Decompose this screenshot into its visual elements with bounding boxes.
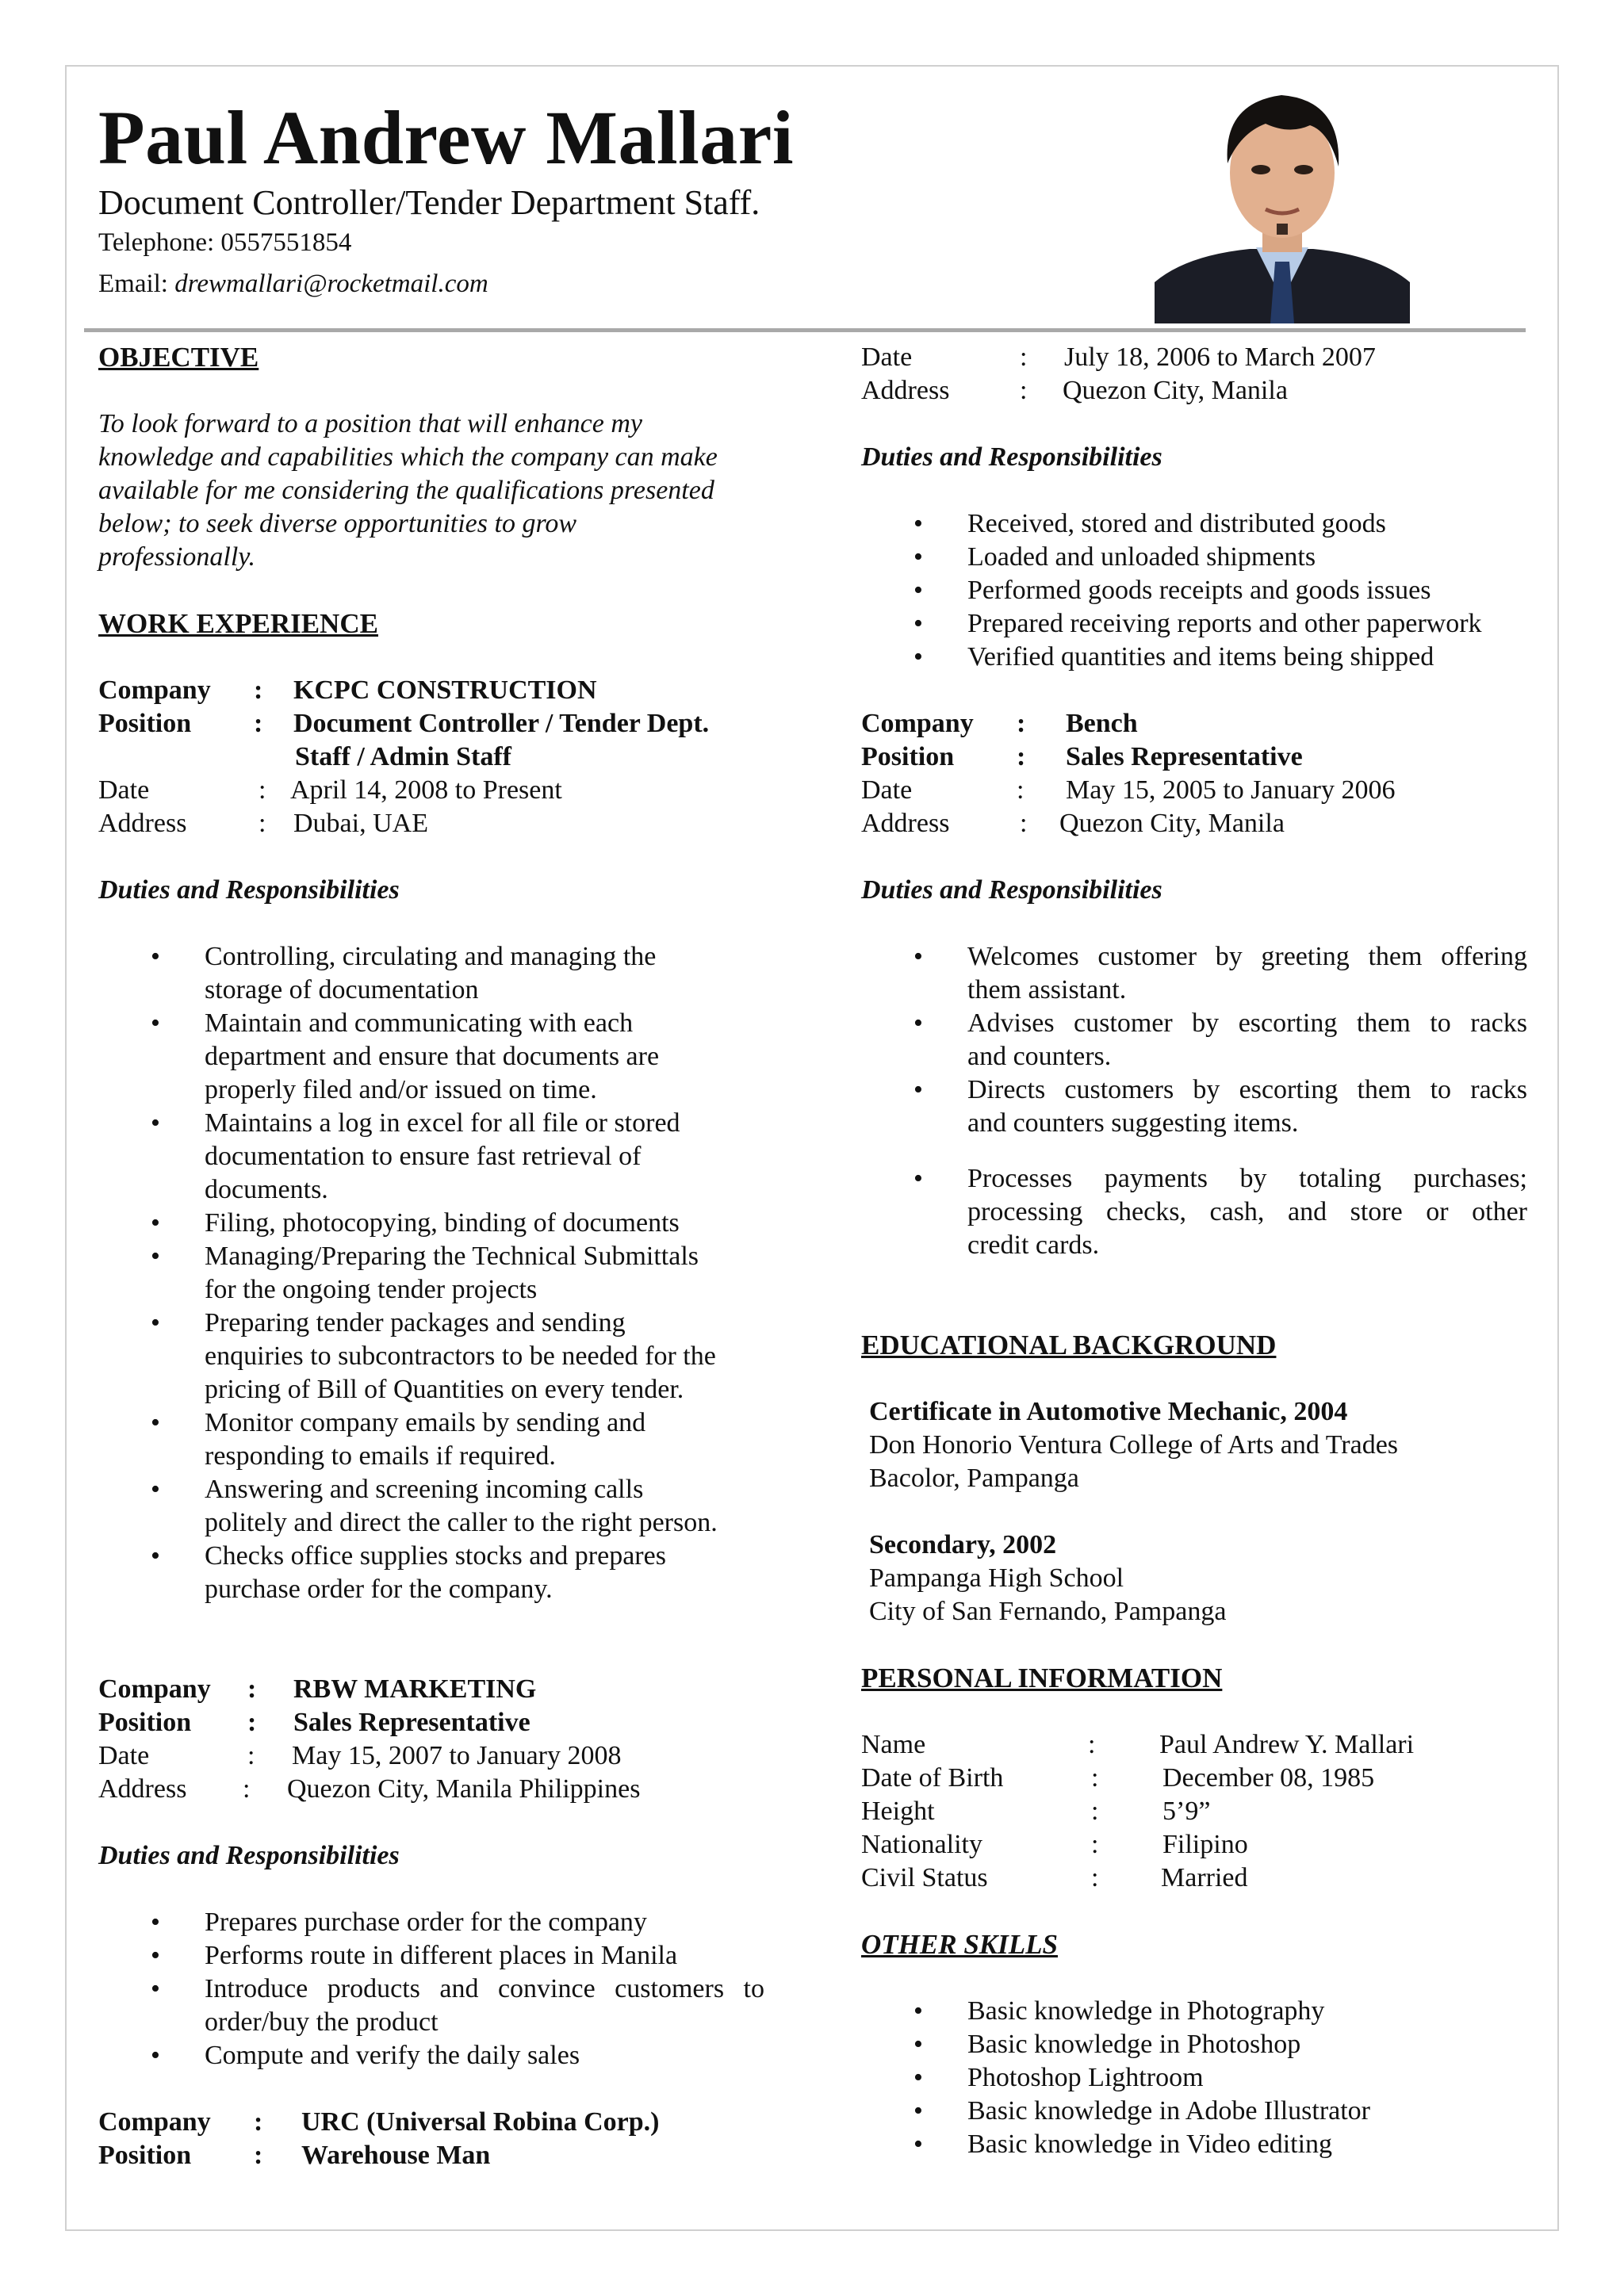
list-item: • Filing, photocopying, binding of documents (98, 1207, 764, 1240)
list-item: • Basic knowledge in Adobe Illustrator (861, 2095, 1527, 2128)
list-item: • Controlling, circulating and managing the storage of documentation (98, 940, 764, 1007)
list-item: • Verified quantities and items being shipped (861, 641, 1527, 674)
list-item: • Monitor company emails by sending and responding to emails if required. (98, 1406, 764, 1473)
right-column (861, 341, 1527, 2161)
personal-info-heading: PERSONAL INFORMATION (861, 1663, 1223, 1693)
job-rbw: Company : RBW MARKETING Position : Sales Representative Date : May 15, 2007 to January 2008 Address : Quezon City, Manila Philippines Duties and Responsibilities • Prepares purchase order for the company • Performs route in different places in Manila • Introduce products and convince customers to order/buy the product • Compute and verify the daily sales (98, 1673, 764, 2072)
list-item: • Received, stored and distributed goods (861, 507, 1527, 541)
duties-heading: Duties and Responsibilities (98, 875, 400, 905)
work-experience-heading: WORK EXPERIENCE (98, 608, 378, 639)
list-item: • Answering and screening incoming calls politely and direct the caller to the right person. (98, 1473, 764, 1540)
list-item: • Maintain and communicating with each department and ensure that documents are properly filed and/or issued on time. (98, 1007, 764, 1107)
education-entry: Secondary, 2002 Pampanga High School City of San Fernando, Pampanga (869, 1530, 1227, 1626)
list-item: • Maintains a log in excel for all file or stored documentation to ensure fast retrieval of documents. (98, 1107, 764, 1207)
list-item: • Basic knowledge in Photography (861, 1995, 1527, 2028)
skills-list (861, 1995, 1527, 2161)
list-item: • Advises customer by escorting them to racks and counters. (861, 1007, 1527, 1073)
list-item: • Preparing tender packages and sending enquiries to subcontractors to be needed for the pricing of Bill of Quantities on every tender. (98, 1307, 764, 1406)
profile-photo (1155, 68, 1410, 323)
list-item: • Compute and verify the daily sales (98, 2039, 764, 2072)
list-item: • Loaded and unloaded shipments (861, 541, 1527, 574)
duties-list (861, 507, 1527, 674)
duties-list (861, 940, 1527, 1262)
other-skills-heading: OTHER SKILLS (861, 1929, 1058, 1960)
objective-heading: OBJECTIVE (98, 342, 259, 373)
list-item: • Managing/Preparing the Technical Submittals for the ongoing tender projects (98, 1240, 764, 1307)
email-label: Email: (98, 270, 168, 298)
duties-heading: Duties and Responsibilities (98, 1841, 400, 1870)
candidate-title: Document Controller/Tender Department Staff. (98, 183, 760, 222)
job-urc: Company : URC (Universal Robina Corp.) Position : Warehouse Man (98, 2107, 660, 2170)
duties-heading: Duties and Responsibilities (861, 442, 1162, 472)
list-item: • Prepared receiving reports and other paperwork (861, 607, 1527, 641)
list-item: • Prepares purchase order for the company (98, 1906, 764, 1939)
duties-heading: Duties and Responsibilities (861, 875, 1162, 905)
list-item: • Photoshop Lightroom (861, 2061, 1527, 2095)
objective-text: To look forward to a position that will enhance my knowledge and capabilities which the company can make available for me considering the qualifications presented below; to seek diverse opportunities to grow professionally. (98, 409, 718, 572)
telephone-label: Telephone: (98, 228, 215, 257)
education-heading: EDUCATIONAL BACKGROUND (861, 1330, 1277, 1360)
personal-info-table: Name : Paul Andrew Y. Mallari Date of Birth : December 08, 1985 Height : 5’9” Nationality : Filipino Civil Status : Married (861, 1730, 1415, 1892)
list-item: • Welcomes customer by greeting them offering them assistant. (861, 940, 1527, 1007)
left-column (98, 341, 764, 2172)
job-bench: Company : Bench Position : Sales Representative Date : May 15, 2005 to January 2006 Address : Quezon City, Manila Duties and Responsibilities • Welcomes customer by greeting them offering them assistant. • Advises customer by escorting them to racks and counters. • Directs customers by escorting them to racks and counters suggesting items. • Processes payments by totaling purchases; processing checks, cash, and store or other credit cards. (861, 707, 1527, 1262)
duties-list (98, 940, 764, 1606)
list-item: • Directs customers by escorting them to racks and counters suggesting items. (861, 1073, 1527, 1140)
list-item: • Processes payments by totaling purchases; processing checks, cash, and store or other credit cards. (861, 1162, 1527, 1262)
education-entry: Certificate in Automotive Mechanic, 2004 Don Honorio Ventura College of Arts and Trades Bacolor, Pampanga (869, 1397, 1399, 1493)
list-item: • Performed goods receipts and goods issues (861, 574, 1527, 607)
list-item: • Performs route in different places in Manila (98, 1939, 764, 1973)
list-item: • Basic knowledge in Video editing (861, 2128, 1527, 2161)
telephone-line (98, 228, 351, 258)
job-urc-continued: Date : July 18, 2006 to March 2007 Address : Quezon City, Manila Duties and Responsibilities • Received, stored and distributed goods • Loaded and unloaded shipments • Performed goods receipts and goods issues • Prepared receiving reports and other paperwork • Verified quantities and items being shipped (861, 341, 1527, 674)
list-item: • Checks office supplies stocks and prepares purchase order for the company. (98, 1540, 764, 1606)
email-value: drewmallari@rocketmail.com (174, 270, 488, 298)
email-line (98, 270, 488, 299)
candidate-name: Paul Andrew Mallari (98, 95, 795, 180)
list-item: • Basic knowledge in Photoshop (861, 2028, 1527, 2061)
header-divider (84, 328, 1526, 332)
duties-list (98, 1906, 764, 2072)
list-item: • Introduce products and convince customers to order/buy the product (98, 1973, 764, 2039)
telephone-value: 0557551854 (220, 228, 352, 257)
job-kcpc: Company : KCPC CONSTRUCTION Position : Document Controller / Tender Dept. Staff / Admin Staff Date : April 14, 2008 to Present Address : Dubai, UAE Duties and Responsibilities • Controlling, circulating and managing the storage of documentation • Maintain and communicating with each department and ensure that documents are properly filed and/or issued on time. • Maintains a log in excel for all file or stored documentation to ensure fast retrieval of documents. • Filing, photocopying, binding of documents • Managing/Preparing the Technical Submittals for the ongoing tender projects • Preparing tender packages and sending enquiries to subcontractors to be needed for the pricing of Bill of Quantities on every tender. • Monitor company emails by sending and responding to emails if required. • Answering and screening incoming calls politely and direct the caller to the right person. • Checks office supplies stocks and prepares purchase order for the company. (98, 674, 764, 1606)
